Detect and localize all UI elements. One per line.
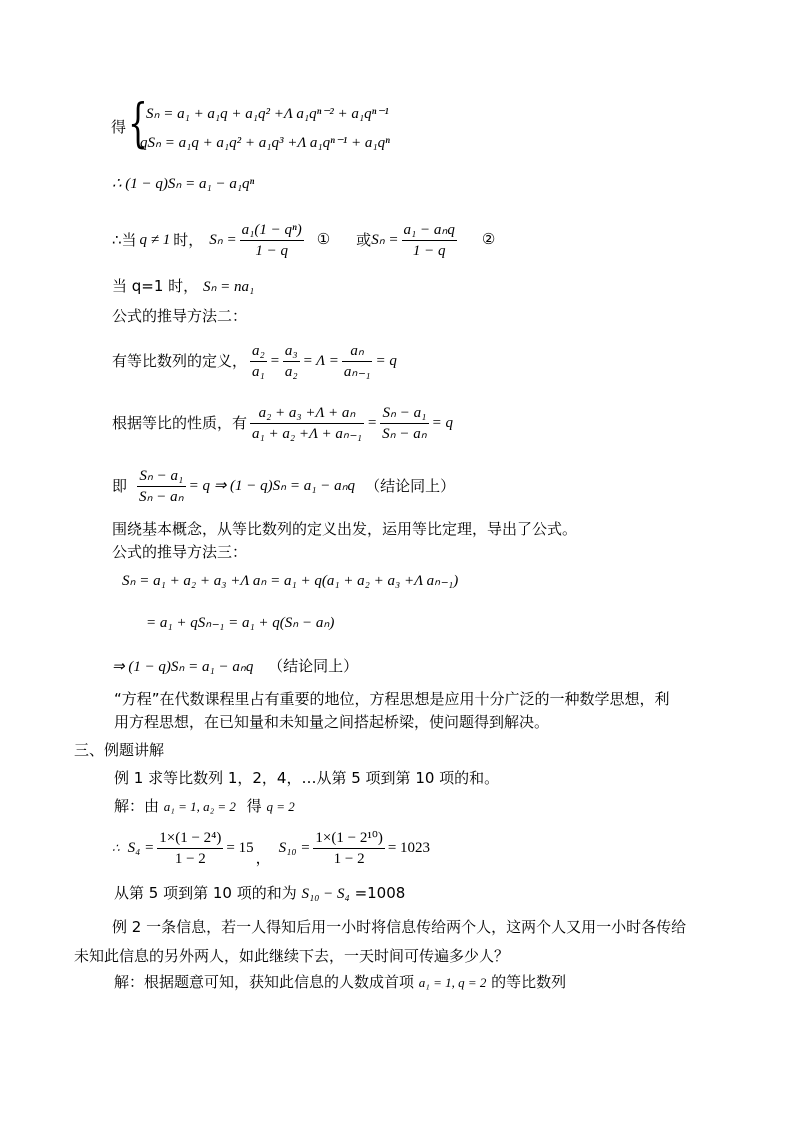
formula-line-q-not-1 bbox=[112, 219, 495, 261]
fraction-an-an-1: $\frac{\text{aₙ}}{\text{aₙ₋₁}}$ bbox=[343, 342, 371, 380]
text-huo: 或 bbox=[356, 231, 372, 249]
sn-label: Sₙ = bbox=[209, 232, 237, 248]
fraction-sn-ratio: $\frac{\text{Sₙ − a₁}}{\text{Sₙ − aₙ}}$ bbox=[382, 404, 427, 442]
example-2-problem-1: 例 2 一条信息，若一人得知后用一小时将信息传给两个人，这两个人又用一小时各传给 bbox=[112, 918, 687, 936]
equation-method-3-line-1: Sₙ = a₁ + a₂ + a₃ +Λ aₙ = a₁ + q(a₁ + a₂ + a₃ +Λ aₙ₋₁) bbox=[122, 573, 459, 589]
example-2-solution: 解：根据题意可知，获知此信息的人数成首项 a₁ = 1, q = 2 的等比数列 bbox=[114, 973, 567, 991]
fraction-s4: $\frac{\text{1×(1 − 2⁴)}}{1 - 2}$ bbox=[159, 829, 222, 867]
fraction-formula-2: $\frac{\text{a₁ − aₙq}}{1 - q}$ bbox=[403, 221, 455, 259]
definition-line: 有等比数列的定义， $\frac{\text{a₂}}{\text{a₁}}$ = $\frac{\text{a₃}}{\text{a₂}}$ = Λ = $\frac{\text{aₙ}}{\text{aₙ₋₁}}$ = q bbox=[112, 342, 397, 380]
equation-subtraction-result: ∴ (1 − q)Sₙ = a₁ − a₁qⁿ bbox=[112, 176, 255, 192]
fraction-sn-ratio-2: $\frac{\text{Sₙ − a₁}}{\text{Sₙ − aₙ}}$ bbox=[139, 467, 184, 505]
paragraph-equation-thinking-1: “方程”在代数课程里占有重要的地位，方程思想是应用十分广泛的一种数学思想，利 bbox=[114, 690, 670, 708]
conclusion-line-method-3: ⇒ (1 − q)Sₙ = a₁ − aₙq （结论同上） bbox=[112, 657, 359, 675]
equation-sn-expanded: Sₙ = a₁ + a₁q + a₁q² +Λ a₁qⁿ⁻² + a₁qⁿ⁻¹ bbox=[146, 106, 389, 122]
conclusion-line-method-2: 即 $\frac{\text{Sₙ − a₁}}{\text{Sₙ − aₙ}}$ = q ⇒ (1 − q)Sₙ = a₁ − aₙq （结论同上） bbox=[112, 467, 456, 505]
text-shi: 时， bbox=[173, 231, 204, 249]
example-1-problem: 例 1 求等比数列 1，2，4，…从第 5 项到第 10 项的和。 bbox=[114, 769, 500, 787]
equation-method-3-line-2: = a₁ + qSₙ₋₁ = a₁ + q(Sₙ − aₙ) bbox=[146, 615, 335, 631]
heading-method-2: 公式的推导方法二： bbox=[112, 307, 248, 325]
summary-method-2: 围绕基本概念，从等比数列的定义出发，运用等比定理，导出了公式。 bbox=[112, 520, 578, 538]
condition-q-not-1: q ≠ 1 bbox=[139, 232, 171, 248]
fraction-formula-1: $\frac{\text{a₁(1 − qⁿ)}}{1 - q}$ bbox=[241, 221, 302, 259]
heading-method-3: 公式的推导方法三： bbox=[112, 543, 248, 561]
fraction-a3-a2: $\frac{\text{a₃}}{\text{a₂}}$ bbox=[284, 342, 298, 380]
fraction-sum-ratio: $\frac{\text{a₂ + a₃ +Λ + aₙ}}{\text{a₁ + a₂ +Λ + aₙ₋₁}}$ bbox=[252, 404, 362, 442]
sn-label-2: Sₙ = bbox=[371, 232, 399, 248]
section-heading-examples: 三、例题讲解 bbox=[74, 741, 165, 759]
left-brace-icon: { bbox=[128, 94, 148, 154]
example-1-computation: ∴ S₄ = $\frac{\text{1×(1 − 2⁴)}}{1 - 2}$ = 15 ， S₁₀ = $\frac{\text{1×(1 − 2¹⁰)}}{1 - 2}$ = 1023 bbox=[112, 829, 431, 867]
example-1-answer: 从第 5 项到第 10 项的和为 S₁₀ − S₄ =1008 bbox=[114, 884, 406, 902]
text-de: 得 bbox=[111, 118, 127, 136]
ratio-property-line: 根据等比的性质，有 $\frac{\text{a₂ + a₃ +Λ + aₙ}}{\text{a₁ + a₂ +Λ + aₙ₋₁}}$ = $\frac{\text{Sₙ − a₁}}{\text{Sₙ − aₙ}}$ = q bbox=[112, 404, 454, 442]
case-q-equals-1: 当 q=1 时， Sₙ = na₁ bbox=[112, 277, 255, 295]
example-2-problem-2: 未知此信息的另外两人，如此继续下去，一天时间可传遍多少人？ bbox=[74, 947, 510, 965]
circled-number-2: ② bbox=[481, 232, 496, 248]
equation-qsn-expanded: qSₙ = a₁q + a₁q² + a₁q³ +Λ a₁qⁿ⁻¹ + a₁qⁿ bbox=[140, 135, 390, 151]
fraction-a2-a1: $\frac{\text{a₂}}{\text{a₁}}$ bbox=[252, 342, 265, 380]
example-1-solution-start: 解：由 a₁ = 1, a₂ = 2 得 q = 2 bbox=[114, 797, 295, 815]
circled-number-1: ① bbox=[316, 232, 331, 248]
paragraph-equation-thinking-2: 用方程思想，在已知量和未知量之间搭起桥梁，使问题得到解决。 bbox=[114, 713, 550, 731]
text-dang: ∴当 bbox=[112, 231, 137, 249]
fraction-s10: $\frac{\text{1×(1 − 2¹⁰)}}{1 - 2}$ bbox=[315, 829, 383, 867]
